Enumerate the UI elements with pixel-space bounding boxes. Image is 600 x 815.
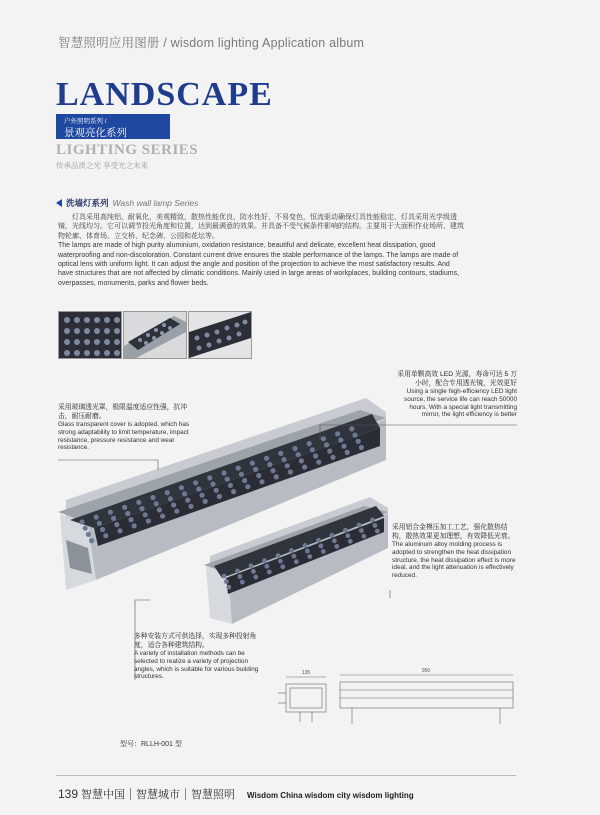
led-lens [225, 477, 230, 482]
led-lens [228, 483, 233, 488]
led-lens [256, 473, 261, 478]
led-lens [193, 480, 198, 485]
led-lens [335, 431, 340, 436]
led-lens [174, 509, 179, 514]
led-lens [188, 504, 193, 509]
led-lens [132, 523, 137, 528]
led-lens [338, 437, 343, 442]
led-lens [265, 564, 270, 569]
led-lens [249, 563, 254, 568]
led-lens [168, 496, 173, 501]
led-lens [203, 499, 208, 504]
led-lens [348, 539, 353, 544]
callout-glass-en: Glass transparent cover is adopted, which has strong adaptability to limit temperature, impact resistance, pressure resistance and wear resistance. [58, 421, 190, 452]
page-footer [58, 786, 414, 802]
led-lens [150, 495, 155, 500]
led-lens [361, 534, 366, 539]
led-lens [305, 549, 310, 554]
led-lens [231, 489, 236, 494]
led-lens [222, 574, 227, 579]
led-lens [296, 452, 301, 457]
section-heading-en: Wash wall lamp Series [112, 198, 199, 208]
album-header: 智慧照明应用图册 / wisdom lighting Application album [58, 36, 365, 50]
led-lens [217, 494, 222, 499]
footer-separator [185, 788, 186, 800]
led-lens [280, 564, 285, 569]
led-lens [357, 523, 362, 528]
callout-install-en: A variety of installation methods can be selected to realize a variety of projection angles, which is suitable for various building structures. [134, 650, 259, 681]
led-lens [281, 457, 286, 462]
led-lens [302, 465, 307, 470]
led-lens [313, 453, 318, 458]
callout-led-cn: 采用单颗高效 LED 光源，寿命可达 5 万小时，配合专用透光镜，光效更好 [397, 371, 517, 387]
led-lens [373, 523, 378, 528]
led-lens [324, 442, 329, 447]
led-lens [154, 501, 159, 506]
led-lens [157, 507, 162, 512]
led-lens [327, 449, 332, 454]
callout-install-cn: 多种安装方式可供选择，实现多种投射角度，适合各种建筑结构。 [134, 633, 257, 649]
led-lens [139, 506, 144, 511]
led-lens [86, 532, 91, 537]
series-label-small: 户外照明系列 / [64, 118, 107, 125]
led-lens [250, 461, 255, 466]
led-lens [236, 466, 241, 471]
dimension-right: 950 [421, 668, 431, 674]
led-lens [160, 514, 165, 519]
footer-separator [130, 788, 131, 800]
led-lens [346, 533, 351, 538]
led-lens [242, 478, 247, 483]
led-lens [136, 500, 141, 505]
led-lens [143, 512, 148, 517]
led-lens [259, 479, 264, 484]
led-lens [307, 554, 312, 559]
led-lens [267, 462, 272, 467]
led-lens [224, 579, 229, 584]
led-lens [332, 538, 337, 543]
footer-item-lighting: 智慧照明 [191, 789, 236, 801]
led-lens [125, 511, 130, 516]
led-lens [343, 528, 348, 533]
led-lens [210, 482, 215, 487]
callout-led-source [397, 370, 517, 419]
led-lens [251, 569, 256, 574]
led-lens [359, 445, 364, 450]
led-lens [288, 469, 293, 474]
led-lens [235, 569, 240, 574]
led-lens [221, 470, 226, 475]
callout-installation [134, 632, 260, 681]
led-lens [114, 522, 119, 527]
led-lens [262, 558, 267, 563]
slogan: 传承品质之光 享受光之未来 [56, 161, 149, 170]
led-lens [111, 516, 116, 521]
led-lens [146, 518, 151, 523]
led-lens [253, 467, 258, 472]
series-label-large: 景观亮化系列 [64, 127, 127, 139]
lighting-series-heading: LIGHTING SERIES [56, 142, 199, 158]
footer-english: Wisdom China wisdom city wisdom lighting [247, 791, 414, 800]
led-lens [292, 446, 297, 451]
footer-item-china: 智慧中国 [81, 789, 126, 801]
led-lens [352, 433, 357, 438]
led-lens [79, 519, 84, 524]
led-lens [375, 529, 380, 534]
led-lens [330, 533, 335, 538]
led-lens [276, 553, 281, 558]
callout-glass-cn: 采用玻璃透光罩，极限温度适应性强，抗冲击，耐压耐磨。 [58, 404, 188, 420]
led-lens [83, 526, 88, 531]
model-number: 型号：RLLH-001 型 [120, 741, 182, 748]
led-lens [292, 554, 297, 559]
led-lens [94, 515, 99, 520]
callout-alu-cn: 采用铝合金模压加工工艺，强化散热结构，散热效果更加理想，有效降低光衰。 [392, 524, 515, 540]
led-lens [307, 441, 312, 446]
led-lens [196, 486, 201, 491]
callout-glass-cover [58, 403, 198, 452]
led-lens [245, 484, 250, 489]
led-lens [289, 548, 294, 553]
led-lens [294, 559, 299, 564]
led-lens [285, 463, 290, 468]
led-lens [122, 505, 127, 510]
led-lens [341, 444, 346, 449]
led-lens [274, 474, 279, 479]
led-lens [117, 528, 122, 533]
led-lens [321, 436, 326, 441]
led-lens [165, 490, 170, 495]
callout-aluminum [392, 523, 517, 580]
led-lens [270, 468, 275, 473]
led-lens [330, 455, 335, 460]
led-lens [103, 533, 108, 538]
led-lens [214, 488, 219, 493]
led-lens [321, 549, 326, 554]
led-lens [185, 498, 190, 503]
led-lens [319, 544, 324, 549]
led-lens [356, 439, 361, 444]
led-lens [359, 528, 364, 533]
led-lens [267, 570, 272, 575]
led-lens [345, 450, 350, 455]
led-lens [182, 491, 187, 496]
led-lens [207, 475, 212, 480]
technical-drawing [278, 675, 513, 724]
led-lens [299, 458, 304, 463]
led-lens [179, 485, 184, 490]
led-lens [100, 527, 105, 532]
led-lens [108, 510, 113, 515]
footer-item-city: 智慧城市 [136, 789, 181, 801]
page-title: LANDSCAPE [56, 76, 273, 113]
led-lens [240, 580, 245, 585]
led-lens [171, 502, 176, 507]
led-lens [253, 575, 258, 580]
led-lens [316, 460, 321, 465]
led-lens [303, 543, 308, 548]
led-lens [278, 559, 283, 564]
led-lens [89, 538, 94, 543]
led-lens [349, 426, 354, 431]
footer-divider [56, 775, 516, 776]
led-lens [226, 585, 231, 590]
led-lens [264, 456, 269, 461]
led-lens [316, 538, 321, 543]
intro-en: The lamps are made of high purity aluminium, oxidation resistance, beautiful and delicate, excellent heat dissipation, good waterproofing and non-discoloration. Constant current drive ensures the stable performance of the lamps. The lamps are made of optical lens with uniform light. It can adjust the angle and position of the projection to achieve the most satisfactory results. And have structures that are not affected by climatic conditions. Mainly used in large areas of workplaces, building contours, stadiums, overpasses, monuments, parks and flower beds. [58, 242, 460, 287]
led-lens [278, 451, 283, 456]
led-lens [310, 447, 315, 452]
callout-alu-en: The aluminum alloy molding process is adopted to strengthen the heat dissipation structure, the heat dissipation effect is more ideal, and the light attenuation is effectively reduced. [392, 541, 516, 580]
callout-led-en: Using a single high-efficiency LED light source, the service life can reach 50000 hours. With a special light transmitting mirror, the light efficiency is better [404, 388, 517, 419]
led-lens [128, 517, 133, 522]
page-number: 139 [58, 787, 79, 801]
led-lens [239, 472, 244, 477]
led-lens [238, 574, 243, 579]
led-lens [334, 544, 339, 549]
section-heading-cn: 洗墙灯系列 [66, 198, 109, 208]
dimension-left: 135 [301, 670, 311, 676]
led-lens [199, 493, 204, 498]
led-lens [370, 518, 375, 523]
led-lens [97, 521, 102, 526]
intro-cn: 灯具采用高纯铝，耐氧化，美观精致，散热性能优良，防水性好，不易变色，恒流驱动确保灯具性能稳定，灯具采用光学级透镜，光线均匀。它可以调节投光角度和位置，达到最满意的效果。并具备不受气候条件影响的结构。主要用于大面积作业场所、建筑物轮廓、体育场、立交桥、纪念碑、公园和花坛等。 [58, 214, 464, 240]
